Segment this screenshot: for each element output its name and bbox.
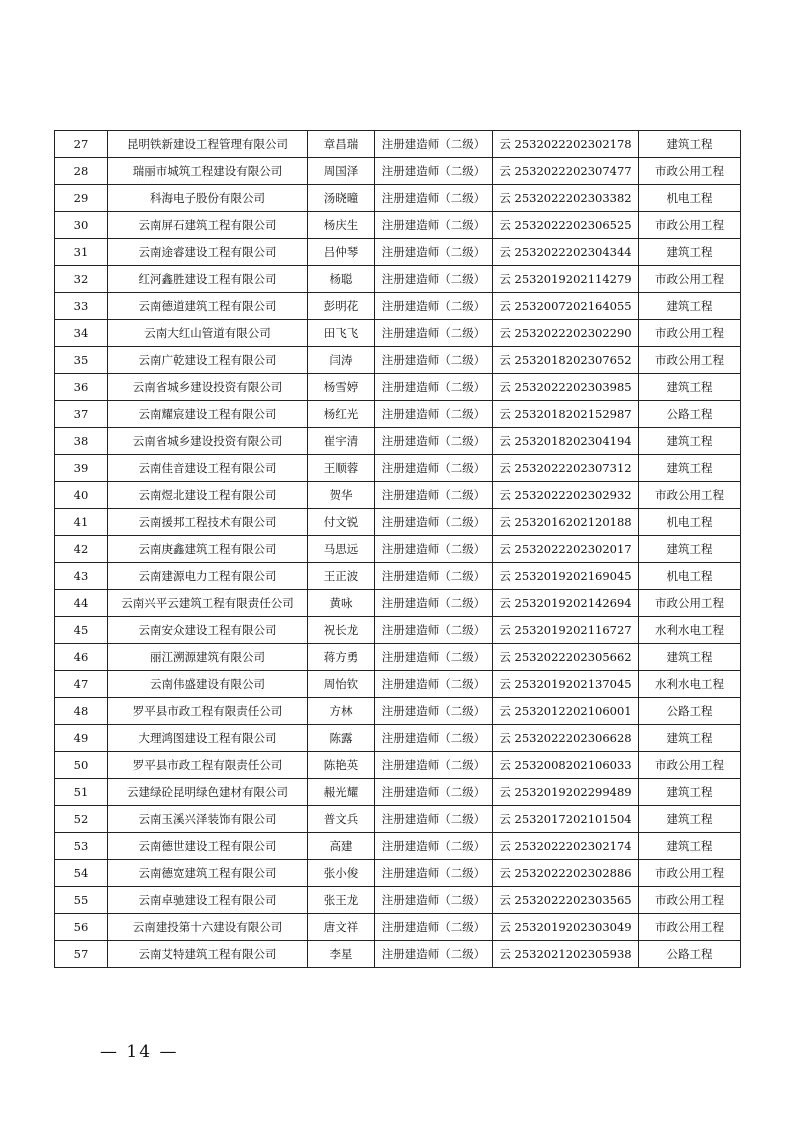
qualification-cell: 注册建造师（二级） (375, 725, 493, 752)
specialty-cell: 公路工程 (639, 941, 741, 968)
company-cell: 云南兴平云建筑工程有限责任公司 (108, 590, 308, 617)
company-cell: 云南庚鑫建筑工程有限公司 (108, 536, 308, 563)
qualification-cell: 注册建造师（二级） (375, 617, 493, 644)
person-name-cell: 普文兵 (308, 806, 375, 833)
qualification-cell: 注册建造师（二级） (375, 131, 493, 158)
table-row (55, 347, 741, 374)
row-number-cell: 39 (55, 455, 108, 482)
company-cell: 云南德宽建筑工程有限公司 (108, 860, 308, 887)
company-cell: 云南大红山管道有限公司 (108, 320, 308, 347)
row-number-cell: 55 (55, 887, 108, 914)
table-row (55, 428, 741, 455)
specialty-cell: 建筑工程 (639, 455, 741, 482)
company-cell: 云南煜北建设工程有限公司 (108, 482, 308, 509)
specialty-cell: 建筑工程 (639, 293, 741, 320)
person-name-cell: 蒋方勇 (308, 644, 375, 671)
row-number-cell: 43 (55, 563, 108, 590)
table-row (55, 698, 741, 725)
qualification-cell: 注册建造师（二级） (375, 428, 493, 455)
table-row (55, 455, 741, 482)
table-row (55, 320, 741, 347)
specialty-cell: 建筑工程 (639, 239, 741, 266)
table-row (55, 644, 741, 671)
specialty-cell: 市政公用工程 (639, 887, 741, 914)
certificate-number-cell: 云 2532019202169045 (493, 563, 639, 590)
certificate-number-cell: 云 2532022202302174 (493, 833, 639, 860)
company-cell: 云南佳音建设工程有限公司 (108, 455, 308, 482)
table-row (55, 212, 741, 239)
qualification-cell: 注册建造师（二级） (375, 752, 493, 779)
specialty-cell: 机电工程 (639, 563, 741, 590)
certificate-number-cell: 云 2532022202307312 (493, 455, 639, 482)
row-number-cell: 34 (55, 320, 108, 347)
certificate-number-cell: 云 2532021202305938 (493, 941, 639, 968)
specialty-cell: 机电工程 (639, 509, 741, 536)
row-number-cell: 46 (55, 644, 108, 671)
specialty-cell: 建筑工程 (639, 428, 741, 455)
row-number-cell: 52 (55, 806, 108, 833)
company-cell: 云南建源电力工程有限公司 (108, 563, 308, 590)
certificate-number-cell: 云 2532022202306525 (493, 212, 639, 239)
specialty-cell: 市政公用工程 (639, 266, 741, 293)
company-cell: 丽江溯源建筑有限公司 (108, 644, 308, 671)
table-row (55, 590, 741, 617)
certificate-number-cell: 云 2532018202304194 (493, 428, 639, 455)
table-row (55, 671, 741, 698)
company-cell: 云南玉溪兴泽装饰有限公司 (108, 806, 308, 833)
row-number-cell: 49 (55, 725, 108, 752)
qualification-cell: 注册建造师（二级） (375, 698, 493, 725)
company-cell: 云南卓驰建设工程有限公司 (108, 887, 308, 914)
qualification-cell: 注册建造师（二级） (375, 644, 493, 671)
specialty-cell: 机电工程 (639, 185, 741, 212)
specialty-cell: 建筑工程 (639, 806, 741, 833)
certificate-number-cell: 云 2532007202164055 (493, 293, 639, 320)
person-name-cell: 杨红光 (308, 401, 375, 428)
specialty-cell: 市政公用工程 (639, 212, 741, 239)
person-name-cell: 周怡钦 (308, 671, 375, 698)
row-number-cell: 51 (55, 779, 108, 806)
qualification-cell: 注册建造师（二级） (375, 860, 493, 887)
person-name-cell: 方林 (308, 698, 375, 725)
company-cell: 罗平县市政工程有限责任公司 (108, 752, 308, 779)
person-name-cell: 马思远 (308, 536, 375, 563)
qualification-cell: 注册建造师（二级） (375, 563, 493, 590)
table-row (55, 509, 741, 536)
certificate-number-cell: 云 2532012202106001 (493, 698, 639, 725)
table-row (55, 266, 741, 293)
table-row (55, 887, 741, 914)
row-number-cell: 29 (55, 185, 108, 212)
row-number-cell: 31 (55, 239, 108, 266)
specialty-cell: 市政公用工程 (639, 482, 741, 509)
specialty-cell: 市政公用工程 (639, 860, 741, 887)
company-cell: 云建绿砼昆明绿色建材有限公司 (108, 779, 308, 806)
row-number-cell: 30 (55, 212, 108, 239)
table-row (55, 239, 741, 266)
company-cell: 云南耀宸建设工程有限公司 (108, 401, 308, 428)
company-cell: 云南艾特建筑工程有限公司 (108, 941, 308, 968)
company-cell: 昆明铁新建设工程管理有限公司 (108, 131, 308, 158)
qualification-cell: 注册建造师（二级） (375, 509, 493, 536)
table-row (55, 833, 741, 860)
table-row (55, 779, 741, 806)
person-name-cell: 崔宇清 (308, 428, 375, 455)
person-name-cell: 田飞飞 (308, 320, 375, 347)
certificate-number-cell: 云 2532022202302932 (493, 482, 639, 509)
person-name-cell: 汤晓曈 (308, 185, 375, 212)
qualification-cell: 注册建造师（二级） (375, 374, 493, 401)
person-name-cell: 陈艳英 (308, 752, 375, 779)
person-name-cell: 张小俊 (308, 860, 375, 887)
certificate-number-cell: 云 2532022202305662 (493, 644, 639, 671)
company-cell: 红河鑫胜建设工程有限公司 (108, 266, 308, 293)
person-name-cell: 彭明花 (308, 293, 375, 320)
person-name-cell: 杨聪 (308, 266, 375, 293)
row-number-cell: 57 (55, 941, 108, 968)
row-number-cell: 36 (55, 374, 108, 401)
company-cell: 云南德世建设工程有限公司 (108, 833, 308, 860)
specialty-cell: 市政公用工程 (639, 158, 741, 185)
specialty-cell: 市政公用工程 (639, 347, 741, 374)
person-name-cell: 付文锐 (308, 509, 375, 536)
qualification-cell: 注册建造师（二级） (375, 941, 493, 968)
person-name-cell: 王顺蓉 (308, 455, 375, 482)
qualification-cell: 注册建造师（二级） (375, 887, 493, 914)
company-cell: 云南省城乡建设投资有限公司 (108, 374, 308, 401)
person-name-cell: 周国泽 (308, 158, 375, 185)
certificate-number-cell: 云 2532022202302017 (493, 536, 639, 563)
person-name-cell: 贺华 (308, 482, 375, 509)
specialty-cell: 水利水电工程 (639, 617, 741, 644)
qualification-cell: 注册建造师（二级） (375, 266, 493, 293)
specialty-cell: 市政公用工程 (639, 914, 741, 941)
registrant-table (54, 130, 741, 968)
certificate-number-cell: 云 2532022202303382 (493, 185, 639, 212)
row-number-cell: 56 (55, 914, 108, 941)
certificate-number-cell: 云 2532016202120188 (493, 509, 639, 536)
company-cell: 罗平县市政工程有限责任公司 (108, 698, 308, 725)
company-cell: 云南建投第十六建设有限公司 (108, 914, 308, 941)
certificate-number-cell: 云 2532018202152987 (493, 401, 639, 428)
person-name-cell: 吕仲琴 (308, 239, 375, 266)
row-number-cell: 41 (55, 509, 108, 536)
qualification-cell: 注册建造师（二级） (375, 293, 493, 320)
certificate-number-cell: 云 2532019202116727 (493, 617, 639, 644)
qualification-cell: 注册建造师（二级） (375, 671, 493, 698)
table-row (55, 563, 741, 590)
qualification-cell: 注册建造师（二级） (375, 185, 493, 212)
row-number-cell: 27 (55, 131, 108, 158)
certificate-number-cell: 云 2532022202304344 (493, 239, 639, 266)
specialty-cell: 建筑工程 (639, 374, 741, 401)
qualification-cell: 注册建造师（二级） (375, 320, 493, 347)
specialty-cell: 建筑工程 (639, 779, 741, 806)
specialty-cell: 市政公用工程 (639, 752, 741, 779)
specialty-cell: 市政公用工程 (639, 590, 741, 617)
person-name-cell: 杨庆生 (308, 212, 375, 239)
company-cell: 云南伟盛建设有限公司 (108, 671, 308, 698)
company-cell: 云南援邦工程技术有限公司 (108, 509, 308, 536)
certificate-number-cell: 云 2532022202302290 (493, 320, 639, 347)
certificate-number-cell: 云 2532022202306628 (493, 725, 639, 752)
row-number-cell: 47 (55, 671, 108, 698)
row-number-cell: 54 (55, 860, 108, 887)
row-number-cell: 53 (55, 833, 108, 860)
person-name-cell: 唐文祥 (308, 914, 375, 941)
table-row (55, 536, 741, 563)
row-number-cell: 35 (55, 347, 108, 374)
person-name-cell: 李星 (308, 941, 375, 968)
qualification-cell: 注册建造师（二级） (375, 239, 493, 266)
table-row (55, 752, 741, 779)
qualification-cell: 注册建造师（二级） (375, 401, 493, 428)
certificate-number-cell: 云 2532008202106033 (493, 752, 639, 779)
person-name-cell: 高建 (308, 833, 375, 860)
row-number-cell: 40 (55, 482, 108, 509)
company-cell: 云南德道建筑工程有限公司 (108, 293, 308, 320)
person-name-cell: 闫涛 (308, 347, 375, 374)
row-number-cell: 45 (55, 617, 108, 644)
table-row (55, 806, 741, 833)
row-number-cell: 48 (55, 698, 108, 725)
certificate-number-cell: 云 2532019202137045 (493, 671, 639, 698)
person-name-cell: 张王龙 (308, 887, 375, 914)
certificate-number-cell: 云 2532017202101504 (493, 806, 639, 833)
certificate-number-cell: 云 2532019202299489 (493, 779, 639, 806)
table-row (55, 158, 741, 185)
qualification-cell: 注册建造师（二级） (375, 482, 493, 509)
person-name-cell: 祝长龙 (308, 617, 375, 644)
row-number-cell: 42 (55, 536, 108, 563)
row-number-cell: 50 (55, 752, 108, 779)
row-number-cell: 38 (55, 428, 108, 455)
company-cell: 科海电子股份有限公司 (108, 185, 308, 212)
company-cell: 云南安众建设工程有限公司 (108, 617, 308, 644)
qualification-cell: 注册建造师（二级） (375, 158, 493, 185)
qualification-cell: 注册建造师（二级） (375, 455, 493, 482)
row-number-cell: 44 (55, 590, 108, 617)
qualification-cell: 注册建造师（二级） (375, 536, 493, 563)
company-cell: 大理鸿图建设工程有限公司 (108, 725, 308, 752)
qualification-cell: 注册建造师（二级） (375, 347, 493, 374)
qualification-cell: 注册建造师（二级） (375, 212, 493, 239)
table-row (55, 914, 741, 941)
specialty-cell: 建筑工程 (639, 644, 741, 671)
person-name-cell: 杨雪婷 (308, 374, 375, 401)
person-name-cell: 章昌瑞 (308, 131, 375, 158)
person-name-cell: 赧光耀 (308, 779, 375, 806)
table-row (55, 725, 741, 752)
table-row (55, 185, 741, 212)
certificate-number-cell: 云 2532022202302178 (493, 131, 639, 158)
table-row (55, 374, 741, 401)
specialty-cell: 建筑工程 (639, 725, 741, 752)
certificate-number-cell: 云 2532022202303985 (493, 374, 639, 401)
certificate-number-cell: 云 2532019202114279 (493, 266, 639, 293)
page-number: — 14 — (100, 1042, 179, 1062)
qualification-cell: 注册建造师（二级） (375, 833, 493, 860)
specialty-cell: 建筑工程 (639, 833, 741, 860)
certificate-number-cell: 云 2532019202142694 (493, 590, 639, 617)
specialty-cell: 市政公用工程 (639, 320, 741, 347)
certificate-number-cell: 云 2532022202307477 (493, 158, 639, 185)
company-cell: 云南省城乡建设投资有限公司 (108, 428, 308, 455)
specialty-cell: 水利水电工程 (639, 671, 741, 698)
qualification-cell: 注册建造师（二级） (375, 779, 493, 806)
person-name-cell: 陈露 (308, 725, 375, 752)
registrant-table-body (55, 131, 741, 968)
qualification-cell: 注册建造师（二级） (375, 590, 493, 617)
table-row (55, 941, 741, 968)
row-number-cell: 37 (55, 401, 108, 428)
table-row (55, 293, 741, 320)
row-number-cell: 32 (55, 266, 108, 293)
table-row (55, 860, 741, 887)
company-cell: 云南途睿建设工程有限公司 (108, 239, 308, 266)
certificate-number-cell: 云 2532019202303049 (493, 914, 639, 941)
person-name-cell: 黄咏 (308, 590, 375, 617)
specialty-cell: 建筑工程 (639, 536, 741, 563)
certificate-number-cell: 云 2532018202307652 (493, 347, 639, 374)
qualification-cell: 注册建造师（二级） (375, 806, 493, 833)
table-row (55, 617, 741, 644)
table-row (55, 482, 741, 509)
specialty-cell: 公路工程 (639, 401, 741, 428)
qualification-cell: 注册建造师（二级） (375, 914, 493, 941)
specialty-cell: 公路工程 (639, 698, 741, 725)
company-cell: 云南屏石建筑工程有限公司 (108, 212, 308, 239)
person-name-cell: 王正波 (308, 563, 375, 590)
company-cell: 云南广乾建设工程有限公司 (108, 347, 308, 374)
table-row (55, 131, 741, 158)
specialty-cell: 建筑工程 (639, 131, 741, 158)
company-cell: 瑞丽市城筑工程建设有限公司 (108, 158, 308, 185)
certificate-number-cell: 云 2532022202303565 (493, 887, 639, 914)
row-number-cell: 28 (55, 158, 108, 185)
table-row (55, 401, 741, 428)
row-number-cell: 33 (55, 293, 108, 320)
certificate-number-cell: 云 2532022202302886 (493, 860, 639, 887)
